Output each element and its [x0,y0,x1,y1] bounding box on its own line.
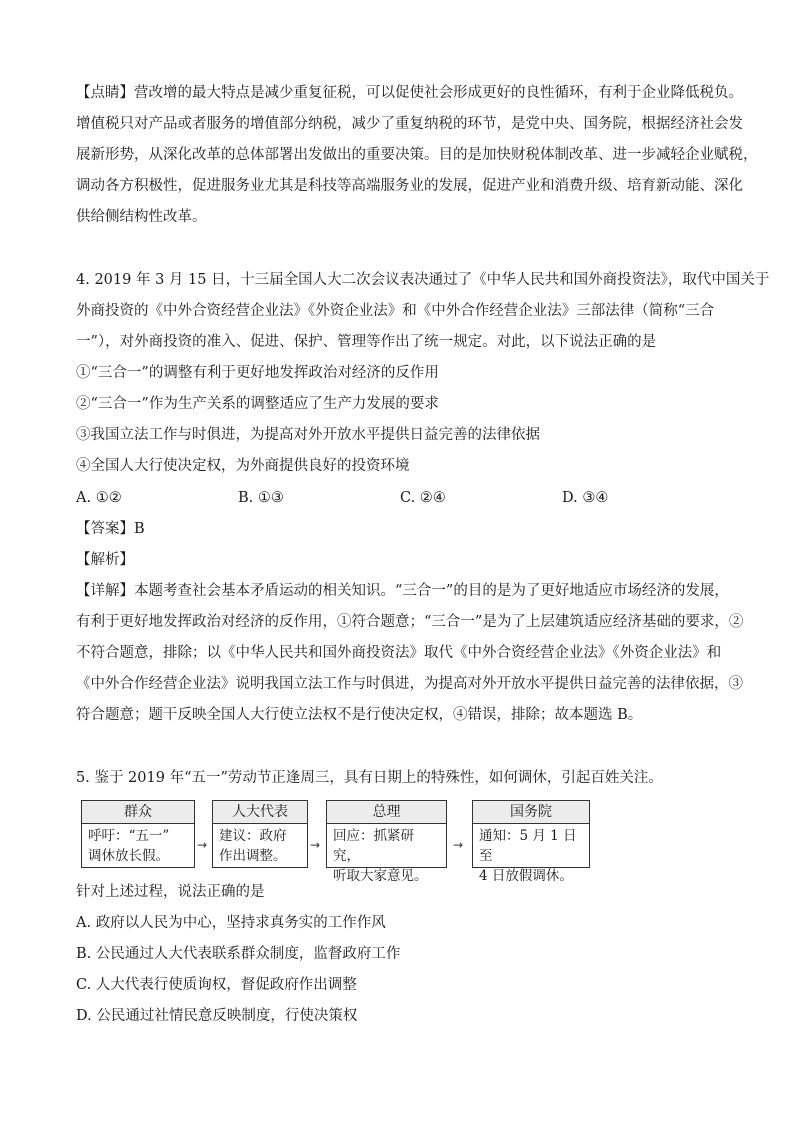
dianjing-line: 【点睛】营改增的最大特点是减少重复征税，可以促使社会形成更好的良性循环，有利于企业降低税负。 [76,85,743,101]
q4-option-d: D. ③④ [562,490,609,506]
flow-box-title: 总理 [327,801,446,824]
q4-detail-line: 【详解】本题考查社会基本矛盾运动的相关知识。“三合一”的目的是为了更好地适应市场经济的发展， [76,583,729,599]
dianjing-line: 展新形势，从深化改革的总体部署出发做出的重要决策。目的是加快财税体制改革、进一步减轻企业赋税， [76,147,758,163]
q4-stem-line: 4. 2019 年 3 月 15 日，十三届全国人大二次会议表决通过了《中华人民共和国外商投资法》，取代中国关于 [76,272,770,288]
q4-answer: 【答案】B [76,521,145,537]
q5-option-a: A. 政府以人民为中心，坚持求真务实的工作作风 [76,915,386,931]
dianjing-line: 增值税只对产品或者服务的增值部分纳税，减少了重复纳税的环节，是党中央、国务院，根据经济社会发 [76,116,743,132]
flow-box-line: 4 日放假调休。 [479,868,573,884]
dianjing-line: 供给侧结构性改革。 [76,209,207,225]
flow-box-line: 作出调整。 [219,848,287,864]
flow-box-title: 国务院 [473,801,589,824]
flow-box-masses [81,800,195,868]
q4-detail-line: 《中外合作经营企业法》说明我国立法工作与时俱进，为提高对外开放水平提供日益完善的法律依据，③ [76,676,743,692]
q4-stem-line: 一”），对外商投资的准入、促进、保护、管理等作出了统一规定。对此，以下说法正确的是 [76,334,657,350]
q4-option-c: C. ②④ [400,490,446,506]
flow-box-line: 调休放长假。 [88,848,169,864]
flow-box-line: 建议：政府 [219,828,287,844]
q4-detail-line: 符合题意；题干反映全国人大行使立法权不是行使决定权，④错误，排除；故本题选 B。 [76,707,643,723]
q4-option-a: A. ①② [76,490,122,506]
flow-box-state-council [472,800,590,884]
flow-box-line: 回应：抓紧研究， [333,828,414,864]
q4-detail-line: 不符合题意，排除；以《中华人民共和国外商投资法》取代《中外合资经营企业法》《外资企业法》和 [76,645,722,661]
dianjing-line: 调动各方积极性，促进服务业尤其是科技等高端服务业的发展，促进产业和消费升级、培育新动能、深化 [76,178,743,194]
q4-statement: ②“三合一”作为生产关系的调整适应了生产力发展的要求 [76,396,439,412]
flow-arrow-icon: → [453,838,464,852]
q4-analysis-heading: 【解析】 [76,552,134,568]
flow-box-npc-deputy [212,800,308,868]
q5-prompt: 针对上述过程，说法正确的是 [76,884,265,900]
q4-statement: ①“三合一”的调整有利于更好地发挥政治对经济的反作用 [76,365,439,381]
q4-statement: ④全国人大行使决定权，为外商提供良好的投资环境 [76,458,410,474]
flow-box-premier [326,800,447,884]
flow-box-line: 听取大家意见。 [333,868,428,884]
flow-arrow-icon: → [310,838,321,852]
q5-option-c: C. 人大代表行使质询权，督促政府作出调整 [76,977,357,993]
flow-box-line: 呼吁：“五一” [88,828,170,844]
q5-option-b: B. 公民通过人大代表联系群众制度，监督政府工作 [76,946,401,962]
q5-option-d: D. 公民通过社情民意反映制度，行使决策权 [76,1008,358,1024]
flow-box-title: 人大代表 [213,801,307,824]
q4-stem-line: 外商投资的《中外合资经营企业法》《外资企业法》和《中外合作经营企业法》三部法律（简称“三合 [76,303,715,319]
flow-box-title: 群众 [82,801,194,824]
q4-option-b: B. ①③ [238,490,284,506]
flow-arrow-icon: → [197,838,208,852]
q5-stem: 5. 鉴于 2019 年“五一”劳动节正逢周三，具有日期上的特殊性，如何调休，引起百姓关注。 [76,770,663,786]
q4-detail-line: 有利于更好地发挥政治对经济的反作用，①符合题意；“三合一”是为了上层建筑适应经济基础的要求，② [76,614,744,630]
flow-box-line: 通知：5 月 1 日至 [479,828,577,864]
q4-statement: ③我国立法工作与时俱进，为提高对外开放水平提供日益完善的法律依据 [76,427,540,443]
